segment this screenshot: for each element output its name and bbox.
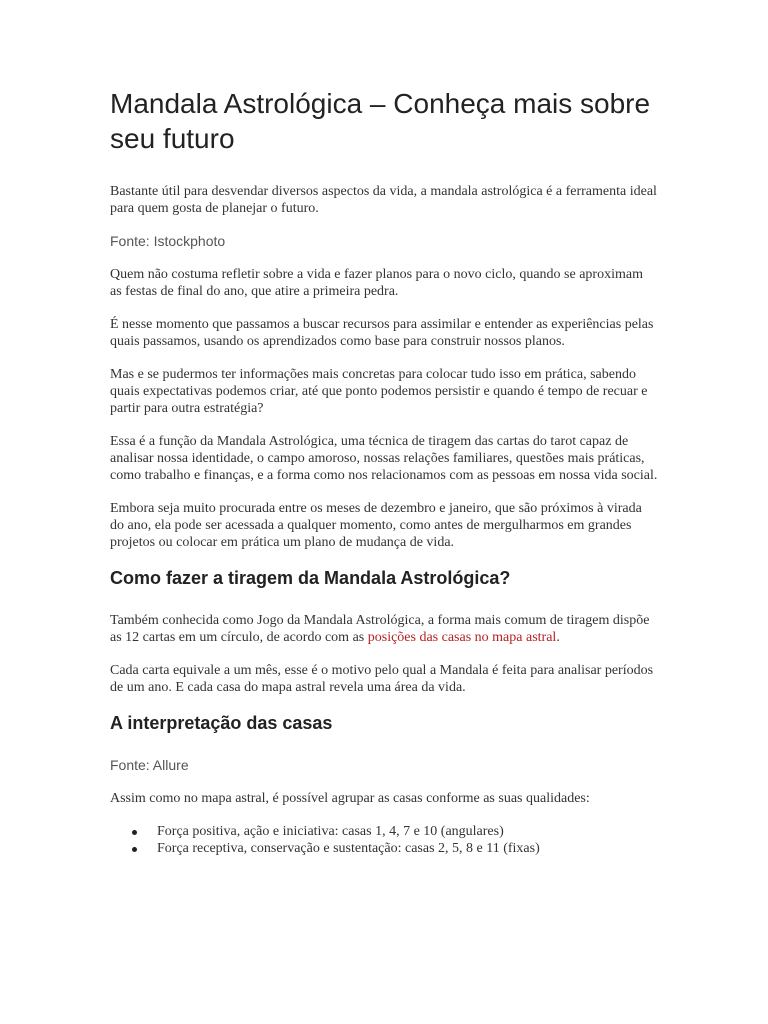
houses-positions-link[interactable]: posições das casas no mapa astral — [367, 630, 557, 645]
paragraph-3: Mas e se pudermos ter informações mais concretas para colocar tudo isso em prática, sabendo quais expectativas podemos criar, até que ponto podemos persistir e quando é tempo de recuar e partir para outra estratégia? — [110, 367, 648, 416]
bullet-icon — [132, 847, 137, 852]
paragraph-6 — [110, 612, 658, 646]
bullet-icon — [132, 830, 137, 835]
image-source-caption: Fonte: Istockphoto — [110, 233, 226, 249]
intro-paragraph: Bastante útil para desvendar diversos aspectos da vida, a mandala astrológica é a ferramenta ideal para quem gosta de planejar o futuro. — [110, 184, 657, 216]
image-source-caption-2: Fonte: Allure — [110, 757, 189, 773]
paragraph-1: Quem não costuma refletir sobre a vida e fazer planos para o novo ciclo, quando se aproximam as festas de final do ano, que atire a primeira pedra. — [110, 267, 643, 299]
paragraph-4: Essa é a função da Mandala Astrológica, uma técnica de tiragem das cartas do tarot capaz de analisar nossa identidade, o campo amoroso, nossas relações familiares, questões mais práticas, como trabalho e finanças, e a forma como nos relacionamos com as pessoas em nossa vida social. — [110, 434, 658, 483]
list-item — [110, 823, 658, 840]
paragraph-6-end: . — [556, 630, 560, 645]
list-item-text: Força receptiva, conservação e sustentação: casas 2, 5, 8 e 11 (fixas) — [157, 841, 540, 856]
list-item — [110, 840, 658, 857]
paragraph-5: Embora seja muito procurada entre os meses de dezembro e janeiro, que são próximos à virada do ano, ela pode ser acessada a qualquer momento, como antes de mergulharmos em grandes projetos ou colocar em prática um plano de mudança de vida. — [110, 501, 642, 550]
list-item-text: Força positiva, ação e iniciativa: casas 1, 4, 7 e 10 (angulares) — [157, 824, 504, 839]
article-title: Mandala Astrológica – Conheça mais sobre seu futuro — [110, 88, 651, 154]
article — [110, 86, 658, 857]
section-heading-casas: A interpretação das casas — [110, 713, 333, 733]
paragraph-8: Assim como no mapa astral, é possível agrupar as casas conforme as suas qualidades: — [110, 791, 590, 806]
paragraph-7: Cada carta equivale a um mês, esse é o motivo pelo qual a Mandala é feita para analisar períodos de um ano. E cada casa do mapa astral revela uma área da vida. — [110, 663, 654, 695]
paragraph-6-text: Também conhecida como Jogo da Mandala Astrológica, a forma mais comum de tiragem dispõe as 12 cartas em um círculo, de acordo com as — [110, 613, 650, 645]
houses-list — [110, 823, 658, 857]
paragraph-2: É nesse momento que passamos a buscar recursos para assimilar e entender as experiências pelas quais passamos, usando os aprendizados como base para construir nossos planos. — [110, 317, 654, 349]
section-heading-tiragem: Como fazer a tiragem da Mandala Astrológica? — [110, 568, 511, 588]
